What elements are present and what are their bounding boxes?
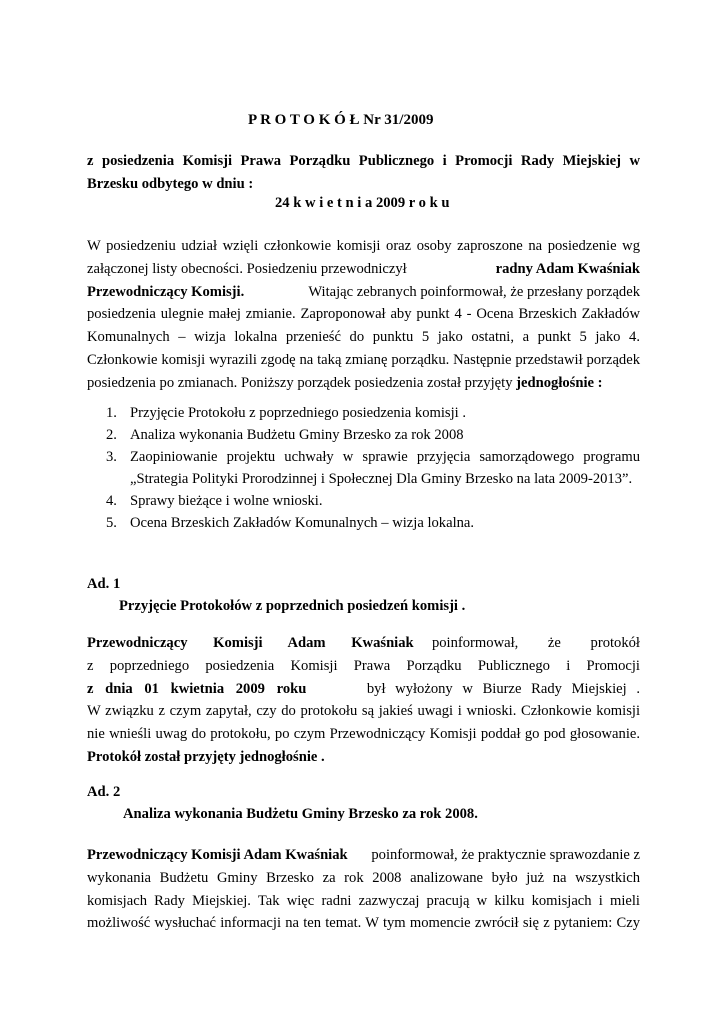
agenda-item-text: Sprawy bieżące i wolne wnioski. — [130, 493, 323, 509]
ad1-heading: Ad. 1 — [87, 576, 121, 592]
agenda-item-number: 5. — [106, 515, 117, 531]
intro-paragraph — [87, 235, 640, 395]
ad1-chairman-text: Przewodniczący Komisji Adam Kwaśniak — [87, 635, 414, 651]
ad1-line-3-text: był wyłożony w Biurze Rady Miejskiej . — [366, 680, 640, 697]
intro-line-2 — [87, 258, 640, 281]
intro-line-6: Członkowie komisji wyrazili zgodę na taką zmianę porządku. Następnie przedstawił porządek — [87, 351, 640, 368]
intro-line-2-text: załączonej listy obecności. Posiedzeniu przewodniczył — [87, 260, 407, 277]
agenda-item — [106, 516, 474, 531]
ad2-line-3: komisjach Rady Miejskiej. Tak więc radni zazwyczaj pracują w kilku komisjach i mieli — [87, 892, 640, 909]
agenda-item-text: Ocena Brzeskich Zakładów Komunalnych – wizja lokalna. — [130, 515, 475, 531]
agenda-item-number: 3. — [106, 449, 117, 465]
intro-line-4: posiedzenia ulegnie małej zmianie. Zaproponował aby punkt 4 - Ocena Brzeskich Zakładów — [87, 306, 640, 323]
agenda-item — [106, 406, 466, 421]
ad1-line-4: W związku z czym zapytał, czy do protokołu są jakieś uwagi i wnioski. Członkowie komisji — [87, 703, 640, 720]
ad1-chairman — [87, 632, 414, 655]
intro-line-3 — [87, 281, 640, 304]
ad2-line-1 — [87, 844, 640, 867]
ad1-line-3 — [87, 678, 640, 701]
intro-line-7-text: posiedzenia po zmianach. Poniższy porządek posiedzenia został przyjęty — [87, 374, 513, 391]
ad1-date: z dnia 01 kwietnia 2009 roku — [87, 680, 307, 697]
ad1-title: Przyjęcie Protokołów z poprzednich posiedzeń komisji . — [119, 598, 466, 614]
agenda-item — [106, 450, 640, 465]
agenda-item-number: 1. — [106, 405, 117, 421]
ad1-line-2: z poprzedniego posiedzenia Komisji Prawa Porządku Publicznego i Promocji — [87, 657, 640, 674]
ad2-title: Analiza wykonania Budżetu Gminy Brzesko za rok 2008. — [123, 806, 478, 822]
agenda-item — [106, 494, 323, 509]
agenda-item-text: Analiza wykonania Budżetu Gminy Brzesko za rok 2008 — [130, 427, 464, 443]
ad1-line-1-text: poinformował, że protokół — [431, 635, 640, 651]
chairman-role: Przewodniczący Komisji. — [87, 283, 245, 300]
unanimous-label: jednogłośnie : — [516, 374, 603, 391]
agenda-item-number: 2. — [106, 427, 117, 443]
agenda-item — [106, 428, 464, 443]
document-subtitle — [87, 150, 640, 196]
chairman-name: radny Adam Kwaśniak — [495, 260, 640, 277]
ad2-chairman: Przewodniczący Komisji Adam Kwaśniak — [87, 847, 348, 863]
ad1-line-1 — [87, 632, 640, 655]
ad2-line-1-text: poinformował, że praktycznie sprawozdanie z — [371, 847, 640, 863]
intro-line-7 — [87, 372, 640, 395]
ad2-line-4: możliwość wysłuchać informacji na ten temat. W tym momencie zwrócił się z pytaniem: Czy — [87, 915, 640, 932]
intro-line-5: Komunalnych – wizja lokalna przenieść do punktu 5 jako ostatni, a punkt 5 jako 4. — [87, 329, 640, 346]
subtitle-line-2: Brzesku odbytego w dniu : — [87, 175, 254, 192]
ad2-paragraph — [87, 844, 640, 935]
ad1-line-5: nie wnieśli uwag do protokołu, po czym Przewodniczący Komisji poddał go pod głosowanie. — [87, 726, 640, 743]
ad2-heading: Ad. 2 — [87, 784, 121, 800]
agenda-item-continuation — [106, 472, 632, 487]
intro-line-3-text: Witając zebranych poinformował, że przesłany porządek — [308, 283, 640, 300]
agenda-item-text: Przyjęcie Protokołu z poprzedniego posiedzenia komisji . — [130, 405, 466, 421]
subtitle-line-1 — [87, 150, 640, 173]
document-title: P R O T O K Ó Ł Nr 31/2009 — [248, 112, 434, 128]
meeting-date: 24 k w i e t n i a 2009 r o k u — [275, 195, 450, 211]
agenda-item-text: Zaopiniowanie projektu uchwały w sprawie przyjęcia samorządowego programu — [130, 449, 640, 465]
ad1-result: Protokół został przyjęty jednogłośnie . — [87, 748, 325, 765]
ad2-line-2: wykonania Budżetu Gminy Brzesko za rok 2008 analizowane było już na wszystkich — [87, 869, 640, 886]
agenda-item-text: „Strategia Polityki Prorodzinnej i Społecznej Dla Gminy Brzesko na lata 2009-2013”. — [130, 471, 633, 487]
intro-line-1: W posiedzeniu udział wzięli członkowie komisji oraz osoby zaproszone na posiedzenie wg — [87, 238, 640, 254]
subtitle-text-1: z posiedzenia Komisji Prawa Porządku Publicznego i Promocji Rady Miejskiej w — [87, 153, 640, 169]
agenda-item-number: 4. — [106, 493, 117, 509]
ad1-paragraph — [87, 632, 640, 769]
